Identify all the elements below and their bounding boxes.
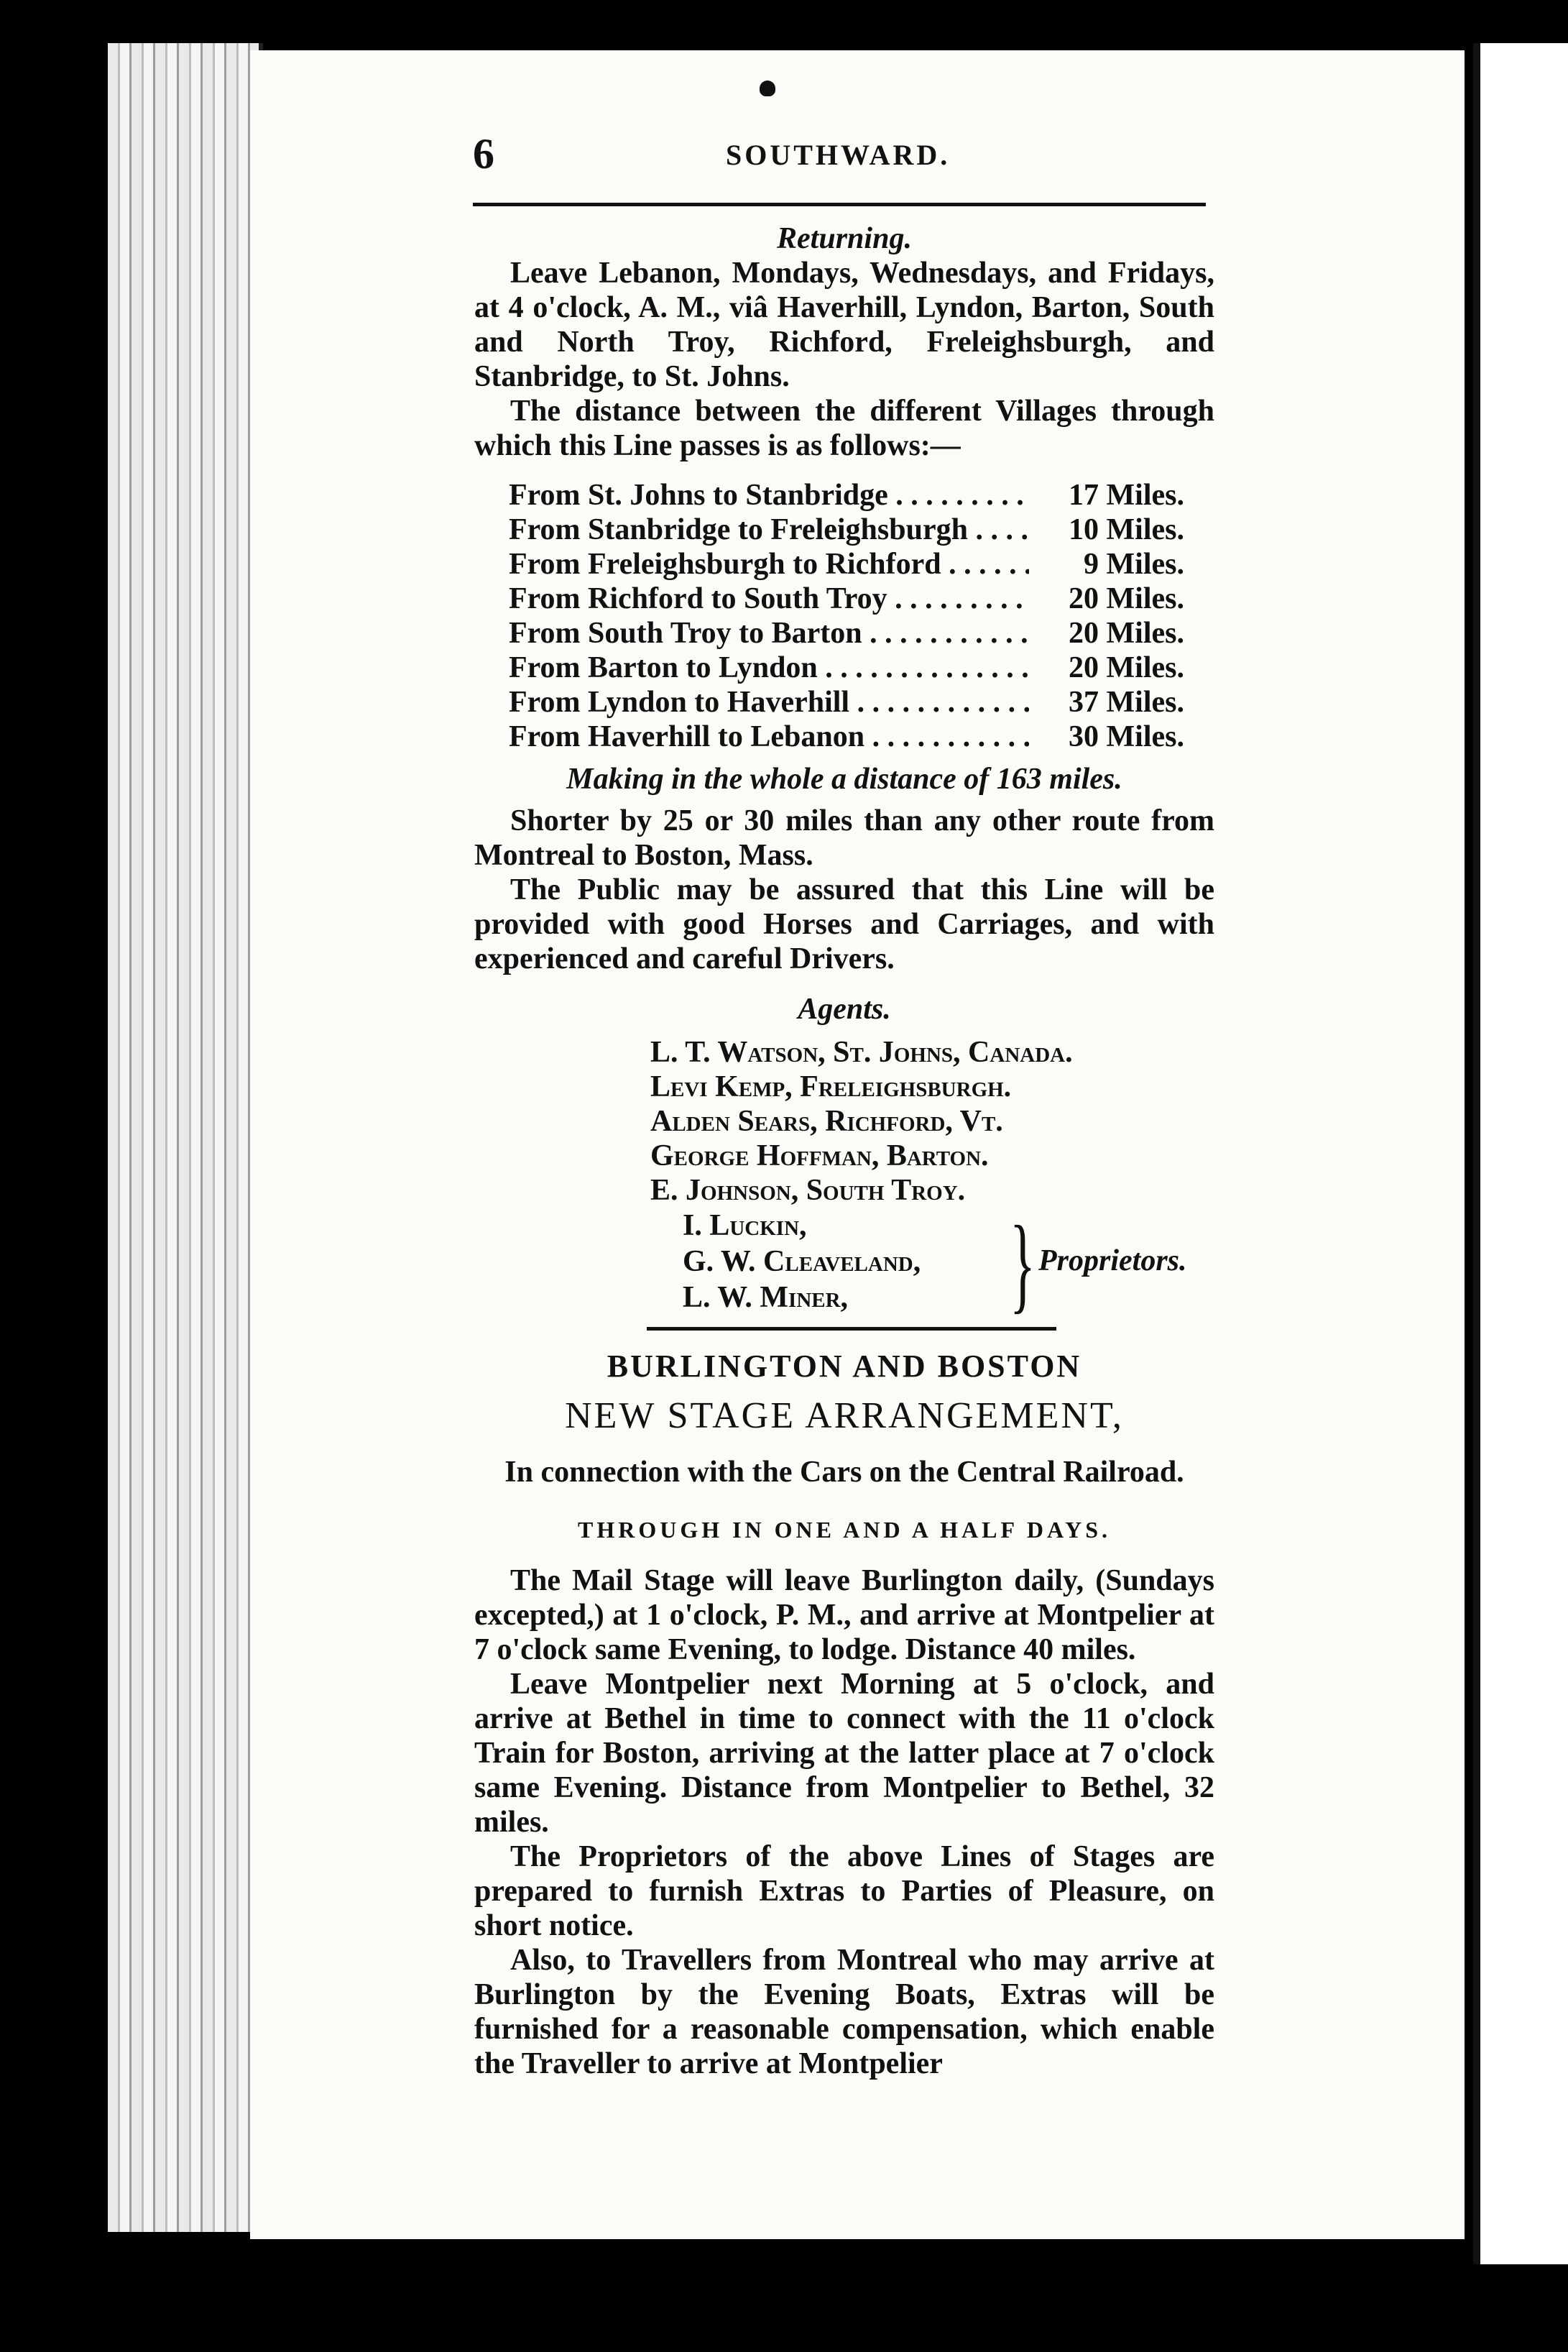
distance-route: From St. Johns to Stanbridge . . . xyxy=(509,478,1029,513)
distance-miles: 20 Miles. xyxy=(1029,651,1184,685)
distance-table xyxy=(509,478,1184,754)
proprietors-list xyxy=(683,1208,921,1315)
proprietor-entry: G. W. Cleaveland, xyxy=(683,1245,921,1278)
section-rule xyxy=(647,1327,1056,1331)
mail-stage-paragraph: The Mail Stage will leave Burlington daily, (Sundays excepted,) at 1 o'clock, P. M., and arrive at Montpelier at 7 o'clock same Evening, to lodge. Distance 40 miles. xyxy=(474,1564,1214,1666)
distance-row xyxy=(509,513,1184,547)
through-days-subtitle: THROUGH IN ONE AND A HALF DAYS. xyxy=(577,1517,1112,1543)
returning-section xyxy=(474,221,1214,463)
distance-intro: The distance between the different Villages through which this Line passes is as follows:— xyxy=(474,395,1214,462)
curly-brace: } xyxy=(1010,1204,1036,1323)
agent-entry: Alden Sears, Richford, Vt. xyxy=(650,1105,1003,1138)
returning-paragraph: Leave Lebanon, Mondays, Wednesdays, and Fridays, at 4 o'clock, A. M., viâ Haverhill, Lyndon, Barton, South and North Troy, Richford, Freleighsburgh, and Stanbridge, to St. Johns. xyxy=(474,257,1214,393)
agent-entry: L. T. Watson, St. Johns, Canada. xyxy=(650,1036,1073,1069)
book-page-edges xyxy=(108,43,263,2232)
distance-miles: 20 Miles. xyxy=(1029,616,1184,651)
page-mark-dot xyxy=(760,81,775,96)
distance-row xyxy=(509,582,1184,616)
distance-row xyxy=(509,685,1184,720)
distance-route: From Haverhill to Lebanon . . . xyxy=(509,720,1029,754)
distance-miles: 9 Miles. xyxy=(1029,547,1184,582)
shorter-route-paragraph: Shorter by 25 or 30 miles than any other route from Montreal to Boston, Mass. xyxy=(474,804,1214,872)
agent-entry: George Hoffman, Barton. xyxy=(650,1139,989,1172)
distance-miles: 17 Miles. xyxy=(1029,478,1184,513)
proprietors-label: Proprietors. xyxy=(1038,1244,1187,1277)
extras-paragraph: The Proprietors of the above Lines of Stages are prepared to furnish Extras to Parties of Pleasure, on short notice. xyxy=(474,1840,1214,1942)
distance-route: From Stanbridge to Freleighsburgh . . . xyxy=(509,513,1029,547)
page-number: 6 xyxy=(473,130,494,178)
distance-row xyxy=(509,478,1184,513)
distance-row xyxy=(509,651,1184,685)
burlington-body xyxy=(474,1563,1214,2081)
travellers-paragraph: Also, to Travellers from Montreal who may arrive at Burlington by the Evening Boats, Extras will be furnished for a reasonable compensation, which enable the Traveller to arrive at Montpelier xyxy=(474,1944,1214,2080)
distance-route: From Freleighsburgh to Richford . . . xyxy=(509,547,1029,582)
agents-heading: Agents. xyxy=(798,993,891,1026)
adjacent-page-edge xyxy=(1473,43,1568,2264)
distance-miles: 37 Miles. xyxy=(1029,685,1184,720)
distance-miles: 30 Miles. xyxy=(1029,720,1184,754)
summary-section xyxy=(474,762,1214,976)
assurance-paragraph: The Public may be assured that this Line will be provided with good Horses and Carriages, and with experienced and careful Drivers. xyxy=(474,873,1214,975)
distance-route: From Barton to Lyndon . . . xyxy=(509,651,1029,685)
distance-row xyxy=(509,547,1184,582)
distance-route: From South Troy to Barton . . . xyxy=(509,616,1029,651)
total-distance: Making in the whole a distance of 163 miles. xyxy=(566,763,1122,796)
running-title: SOUTHWARD. xyxy=(726,139,951,171)
distance-miles: 10 Miles. xyxy=(1029,513,1184,547)
distance-miles: 20 Miles. xyxy=(1029,582,1184,616)
distance-row xyxy=(509,616,1184,651)
burlington-title: BURLINGTON AND BOSTON xyxy=(607,1349,1082,1384)
agent-entry: E. Johnson, South Troy. xyxy=(650,1174,966,1207)
montpelier-paragraph: Leave Montpelier next Morning at 5 o'clock, and arrive at Bethel in time to connect with the 11 o'clock Train for Boston, arriving at the latter place at 7 o'clock same Evening. Distance from Montpelier to Bethel, 32 miles. xyxy=(474,1668,1214,1839)
distance-route: From Richford to South Troy . . . xyxy=(509,582,1029,616)
distance-route: From Lyndon to Haverhill . . . xyxy=(509,685,1029,720)
distance-row xyxy=(509,720,1184,754)
returning-heading: Returning. xyxy=(777,222,912,255)
agent-entry: Levi Kemp, Freleighsburgh. xyxy=(650,1070,1012,1103)
header-rule xyxy=(473,203,1206,206)
proprietor-entry: I. Luckin, xyxy=(683,1209,807,1242)
proprietor-entry: L. W. Miner, xyxy=(683,1281,849,1314)
stage-arrangement-title: NEW STAGE ARRANGEMENT, xyxy=(565,1395,1124,1436)
agents-list xyxy=(650,1035,1073,1208)
railroad-connection-subtitle: In connection with the Cars on the Central Railroad. xyxy=(504,1456,1184,1489)
